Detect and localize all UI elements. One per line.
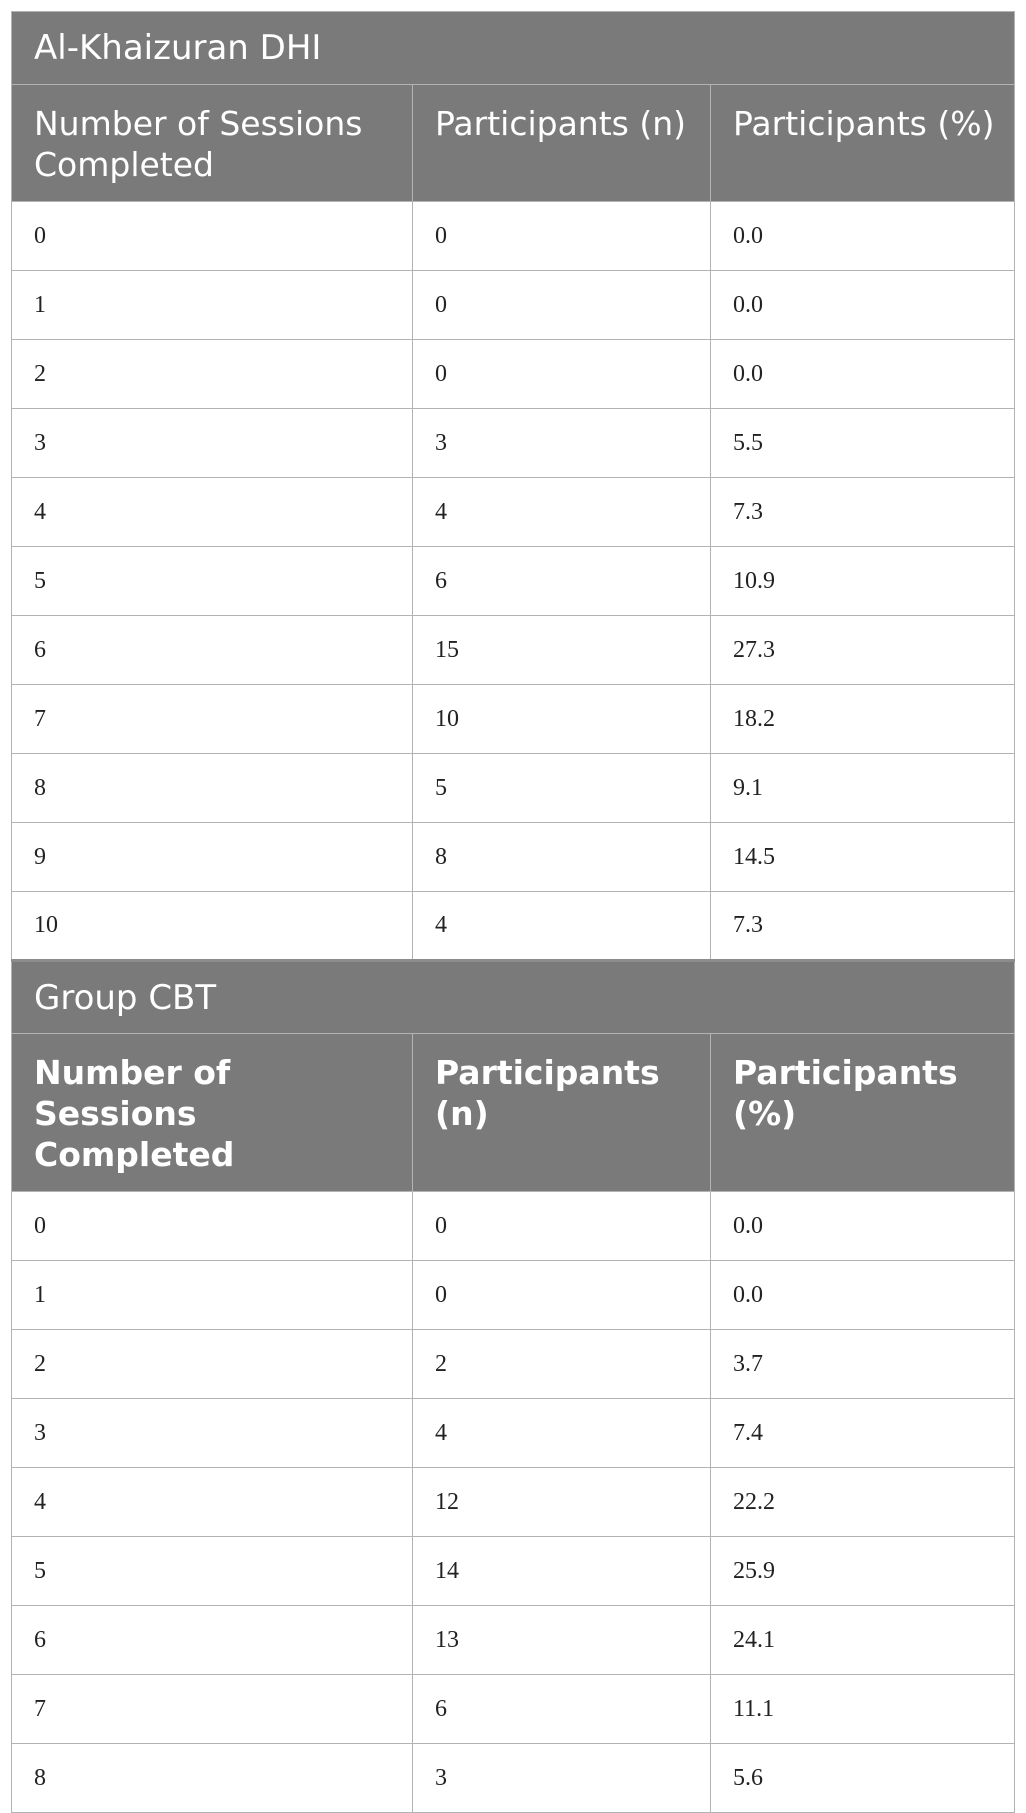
participants-n-cell: 13 (413, 1606, 711, 1675)
table-row (12, 1399, 1015, 1468)
participants-n-cell: 14 (413, 1537, 711, 1606)
sessions-cell: 2 (12, 340, 413, 409)
participants-pct-cell: 9.1 (711, 754, 1015, 823)
participants-n-cell: 15 (413, 616, 711, 685)
table-row (12, 547, 1015, 616)
participants-n-header: Participants (n) (413, 1034, 711, 1192)
participants-n-cell: 10 (413, 685, 711, 754)
participants-n-header: Participants (n) (413, 85, 711, 202)
table-row (12, 754, 1015, 823)
section-title-row (12, 961, 1015, 1034)
participants-n-cell: 0 (413, 1261, 711, 1330)
participants-n-cell: 4 (413, 1399, 711, 1468)
sessions-cell: 1 (12, 1261, 413, 1330)
table-row (12, 892, 1015, 961)
participants-n-cell: 12 (413, 1468, 711, 1537)
participants-pct-cell: 0.0 (711, 340, 1015, 409)
participants-pct-cell: 3.7 (711, 1330, 1015, 1399)
participants-pct-cell: 0.0 (711, 271, 1015, 340)
participants-n-cell: 0 (413, 1192, 711, 1261)
section-title: Group CBT (12, 961, 1015, 1034)
participants-pct-cell: 14.5 (711, 823, 1015, 892)
sessions-completed-table (11, 11, 1015, 1813)
participants-pct-cell: 22.2 (711, 1468, 1015, 1537)
table-row (12, 1675, 1015, 1744)
participants-pct-cell: 7.3 (711, 478, 1015, 547)
sessions-cell: 4 (12, 478, 413, 547)
sessions-cell: 0 (12, 202, 413, 271)
participants-pct-cell: 5.6 (711, 1744, 1015, 1813)
participants-n-cell: 0 (413, 340, 711, 409)
column-header-row (12, 85, 1015, 202)
participants-n-cell: 6 (413, 1675, 711, 1744)
table-row (12, 409, 1015, 478)
participants-pct-cell: 0.0 (711, 202, 1015, 271)
participants-n-cell: 3 (413, 409, 711, 478)
participants-n-cell: 4 (413, 892, 711, 961)
sessions-header: Number of Sessions Completed (12, 1034, 413, 1192)
participants-n-cell: 3 (413, 1744, 711, 1813)
participants-pct-cell: 27.3 (711, 616, 1015, 685)
section-title-row (12, 12, 1015, 85)
table-row (12, 1468, 1015, 1537)
section-title: Al-Khaizuran DHI (12, 12, 1015, 85)
table-row (12, 1744, 1015, 1813)
sessions-header: Number of Sessions Completed (12, 85, 413, 202)
participants-n-cell: 5 (413, 754, 711, 823)
sessions-cell: 7 (12, 1675, 413, 1744)
participants-pct-cell: 0.0 (711, 1192, 1015, 1261)
sessions-cell: 10 (12, 892, 413, 961)
sessions-cell: 8 (12, 1744, 413, 1813)
participants-n-cell: 8 (413, 823, 711, 892)
table-row (12, 616, 1015, 685)
table-row (12, 685, 1015, 754)
sessions-cell: 1 (12, 271, 413, 340)
table-body (12, 12, 1015, 1813)
participants-pct-header: Participants (%) (711, 85, 1015, 202)
participants-pct-cell: 5.5 (711, 409, 1015, 478)
table-row (12, 823, 1015, 892)
sessions-cell: 6 (12, 1606, 413, 1675)
participants-pct-header: Participants (%) (711, 1034, 1015, 1192)
table-row (12, 1261, 1015, 1330)
sessions-cell: 5 (12, 1537, 413, 1606)
sessions-cell: 3 (12, 1399, 413, 1468)
sessions-cell: 4 (12, 1468, 413, 1537)
participants-pct-cell: 24.1 (711, 1606, 1015, 1675)
table-row (12, 340, 1015, 409)
table-row (12, 271, 1015, 340)
participants-n-cell: 4 (413, 478, 711, 547)
table-row (12, 1606, 1015, 1675)
participants-pct-cell: 18.2 (711, 685, 1015, 754)
participants-n-cell: 2 (413, 1330, 711, 1399)
participants-pct-cell: 0.0 (711, 1261, 1015, 1330)
sessions-cell: 8 (12, 754, 413, 823)
table-row (12, 478, 1015, 547)
sessions-cell: 7 (12, 685, 413, 754)
sessions-cell: 5 (12, 547, 413, 616)
table-row (12, 1192, 1015, 1261)
column-header-row (12, 1034, 1015, 1192)
participants-pct-cell: 10.9 (711, 547, 1015, 616)
sessions-cell: 0 (12, 1192, 413, 1261)
participants-n-cell: 6 (413, 547, 711, 616)
participants-pct-cell: 25.9 (711, 1537, 1015, 1606)
participants-pct-cell: 7.4 (711, 1399, 1015, 1468)
table-row (12, 1330, 1015, 1399)
table-row (12, 202, 1015, 271)
sessions-cell: 9 (12, 823, 413, 892)
sessions-cell: 6 (12, 616, 413, 685)
sessions-cell: 3 (12, 409, 413, 478)
participants-n-cell: 0 (413, 271, 711, 340)
table-row (12, 1537, 1015, 1606)
participants-n-cell: 0 (413, 202, 711, 271)
sessions-cell: 2 (12, 1330, 413, 1399)
participants-pct-cell: 11.1 (711, 1675, 1015, 1744)
participants-pct-cell: 7.3 (711, 892, 1015, 961)
